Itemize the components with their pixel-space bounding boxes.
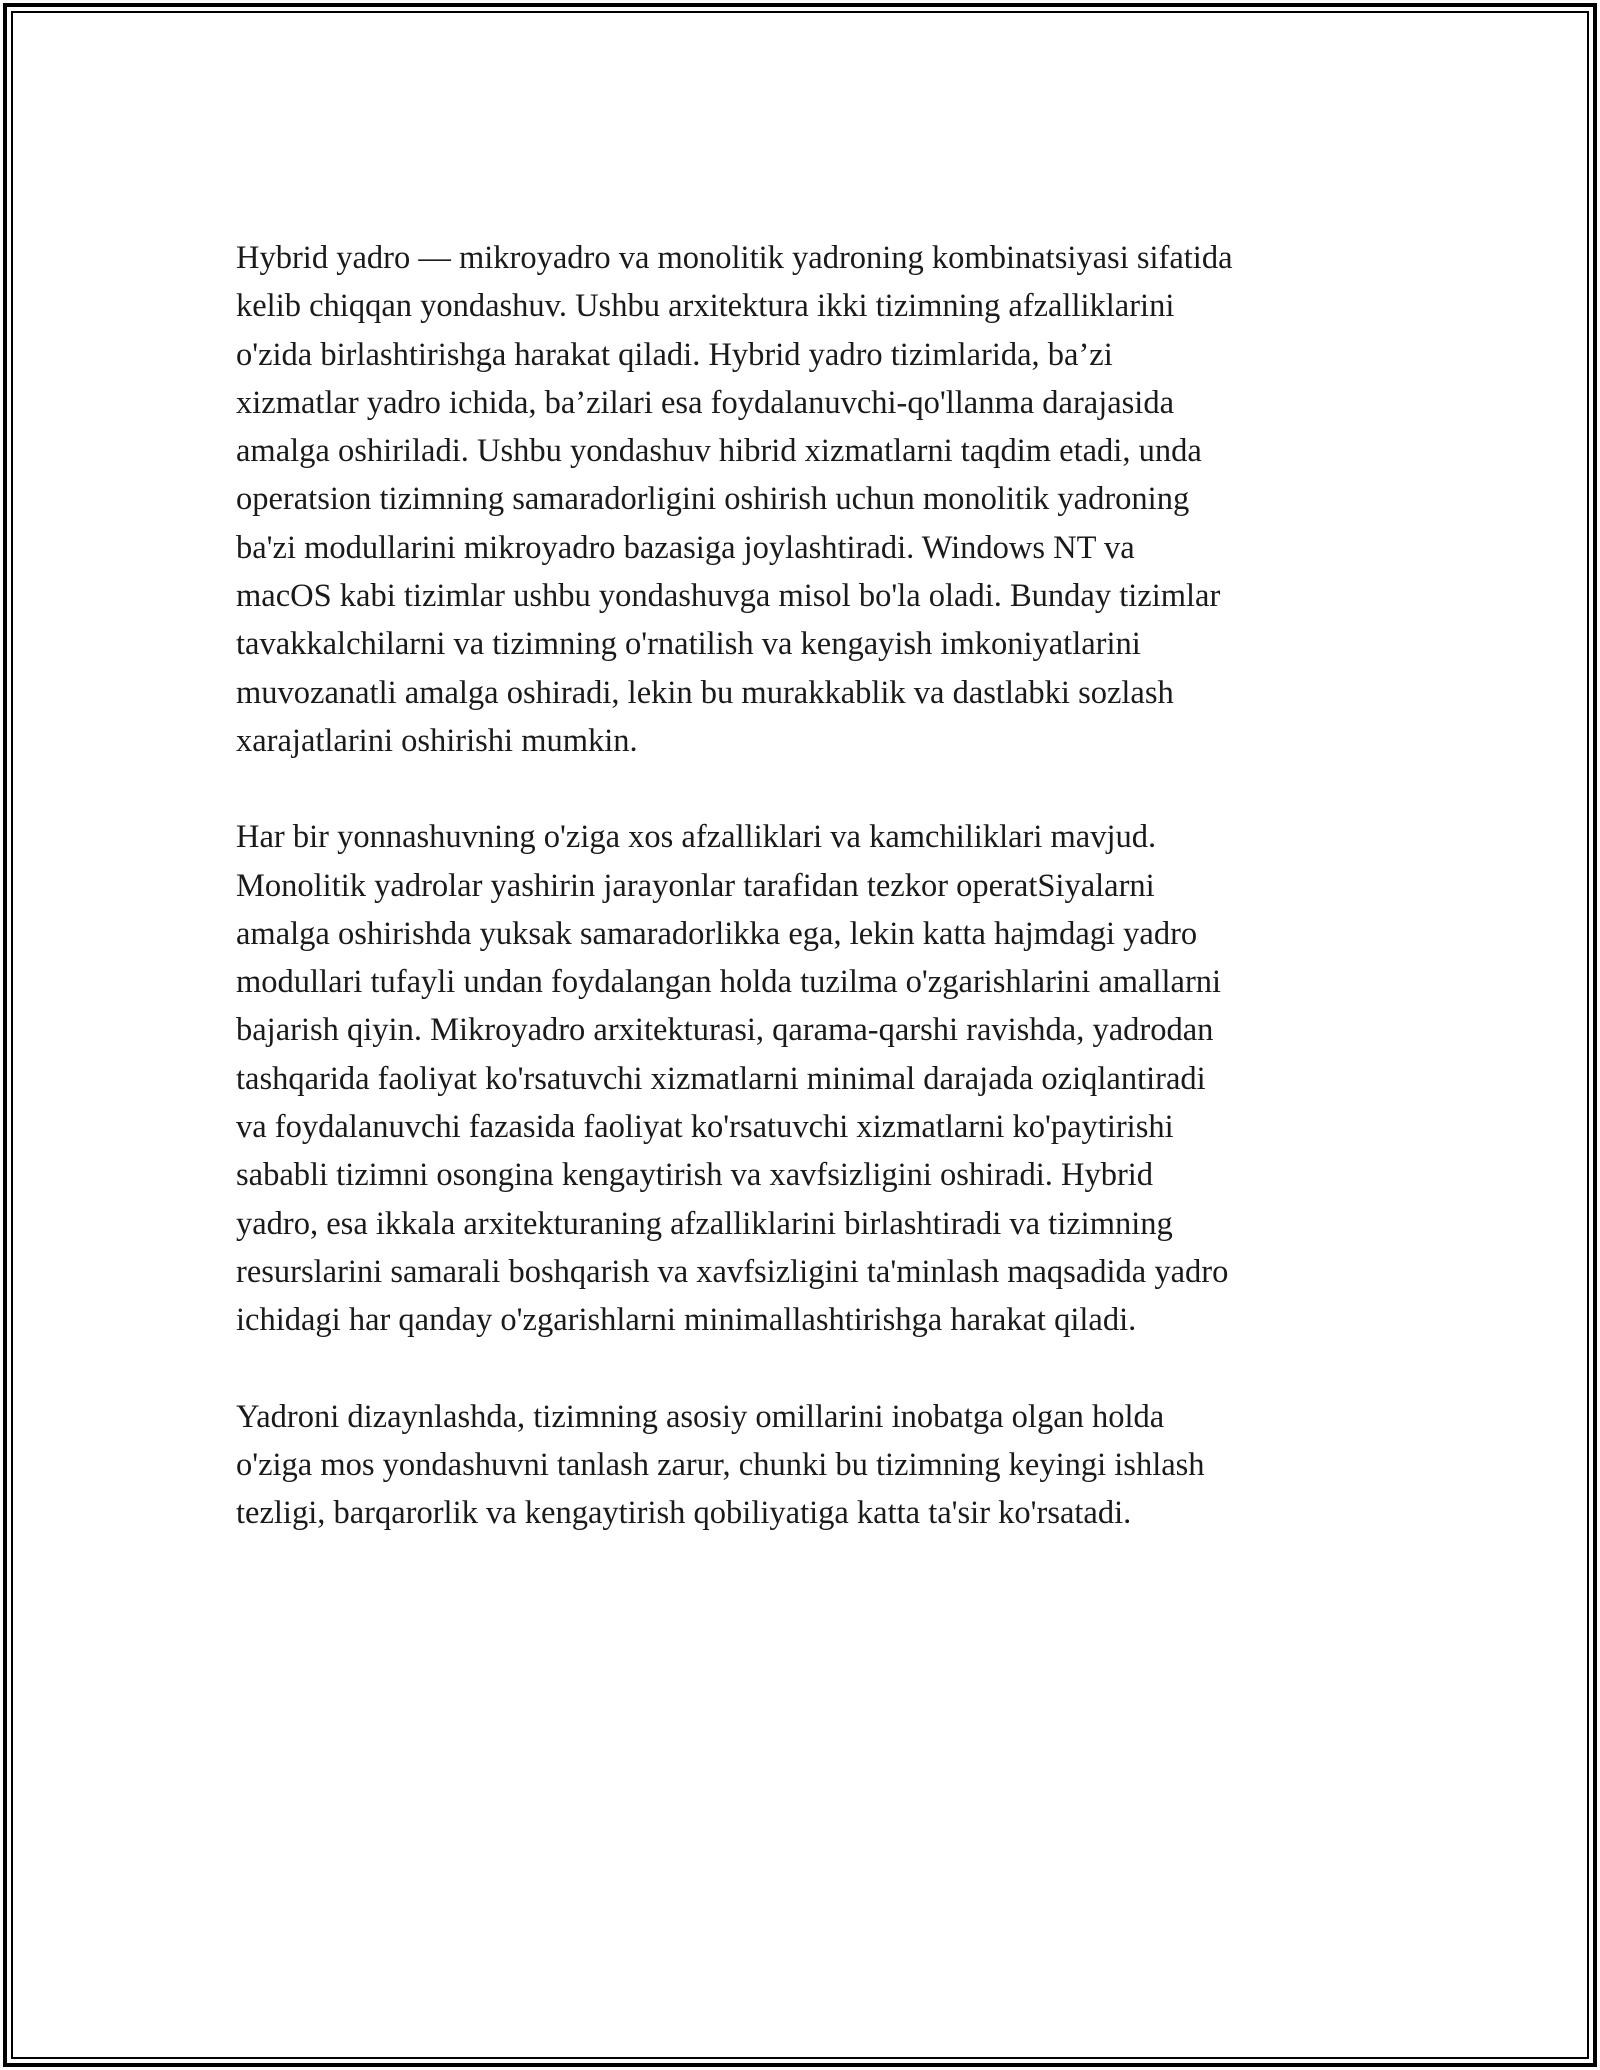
text-line: tezligi, barqarorlik va kengaytirish qobiliyatiga katta ta'sir ko'rsatadi. (236, 1495, 1132, 1532)
text-line: tashqarida faoliyat ko'rsatuvchi xizmatlarni minimal darajada oziqlantiradi (236, 1060, 1206, 1097)
text-line: o'zida birlashtirishga harakat qiladi. Hybrid yadro tizimlarida, ba’zi (236, 336, 1113, 373)
text-line: Monolitik yadrolar yashirin jarayonlar tarafidan tezkor operatSiyalarni (236, 867, 1155, 904)
text-line: yadro, esa ikkala arxitekturaning afzalliklarini birlashtiradi va tizimning (236, 1205, 1173, 1242)
text-line: muvozanatli amalga oshiradi, lekin bu murakkablik va dastlabki sozlash (236, 674, 1174, 711)
text-line: Har bir yonnashuvning o'ziga xos afzalliklari va kamchiliklari mavjud. (236, 819, 1157, 856)
text-line: macOS kabi tizimlar ushbu yondashuvga misol bo'la oladi. Bunday tizimlar (236, 578, 1221, 615)
text-line: Yadroni dizaynlashda, tizimning asosiy omillarini inobatga olgan holda (236, 1398, 1165, 1435)
text-line: va foydalanuvchi fazasida faoliyat ko'rsatuvchi xizmatlarni ko'paytirishi (236, 1109, 1174, 1146)
text-line: amalga oshiriladi. Ushbu yondashuv hibrid xizmatlarni taqdim etadi, unda (236, 433, 1202, 470)
paragraph-2 (236, 813, 1386, 1344)
text-line: Hybrid yadro — mikroyadro va monolitik yadroning kombinatsiyasi sifatida (236, 240, 1233, 276)
text-line: ichidagi har qanday o'zgarishlarni minimallashtirishga harakat qiladi. (236, 1302, 1137, 1339)
paragraph-1 (236, 234, 1386, 765)
text-line: xizmatlar yadro ichida, ba’zilari esa foydalanuvchi-qo'llanma darajasida (236, 384, 1175, 421)
document-body (236, 234, 1386, 1585)
text-line: amalga oshirishda yuksak samaradorlikka ega, lekin katta hajmdagi yadro (236, 915, 1198, 952)
text-line: tavakkalchilarni va tizimning o'rnatilish va kengayish imkoniyatlarini (236, 626, 1141, 663)
paragraph-3 (236, 1393, 1386, 1538)
text-line: resurslarini samarali boshqarish va xavfsizligini ta'minlash maqsadida yadro (236, 1253, 1229, 1290)
text-line: operatsion tizimning samaradorligini oshirish uchun monolitik yadroning (236, 481, 1190, 518)
text-line: modullari tufayli undan foydalangan holda tuzilma o'zgarishlarini amallarni (236, 964, 1222, 1001)
text-line: xarajatlarini oshirishi mumkin. (236, 722, 638, 759)
text-line: kelib chiqqan yondashuv. Ushbu arxitektura ikki tizimning afzalliklarini (236, 288, 1175, 325)
text-line: o'ziga mos yondashuvni tanlash zarur, chunki bu tizimning keyingi ishlash (236, 1446, 1205, 1483)
text-line: bajarish qiyin. Mikroyadro arxitekturasi, qarama-qarshi ravishda, yadrodan (236, 1012, 1214, 1049)
text-line: sababli tizimni osongina kengaytirish va xavfsizligini oshiradi. Hybrid (236, 1157, 1154, 1194)
text-line: ba'zi modullarini mikroyadro bazasiga joylashtiradi. Windows NT va (236, 529, 1135, 566)
